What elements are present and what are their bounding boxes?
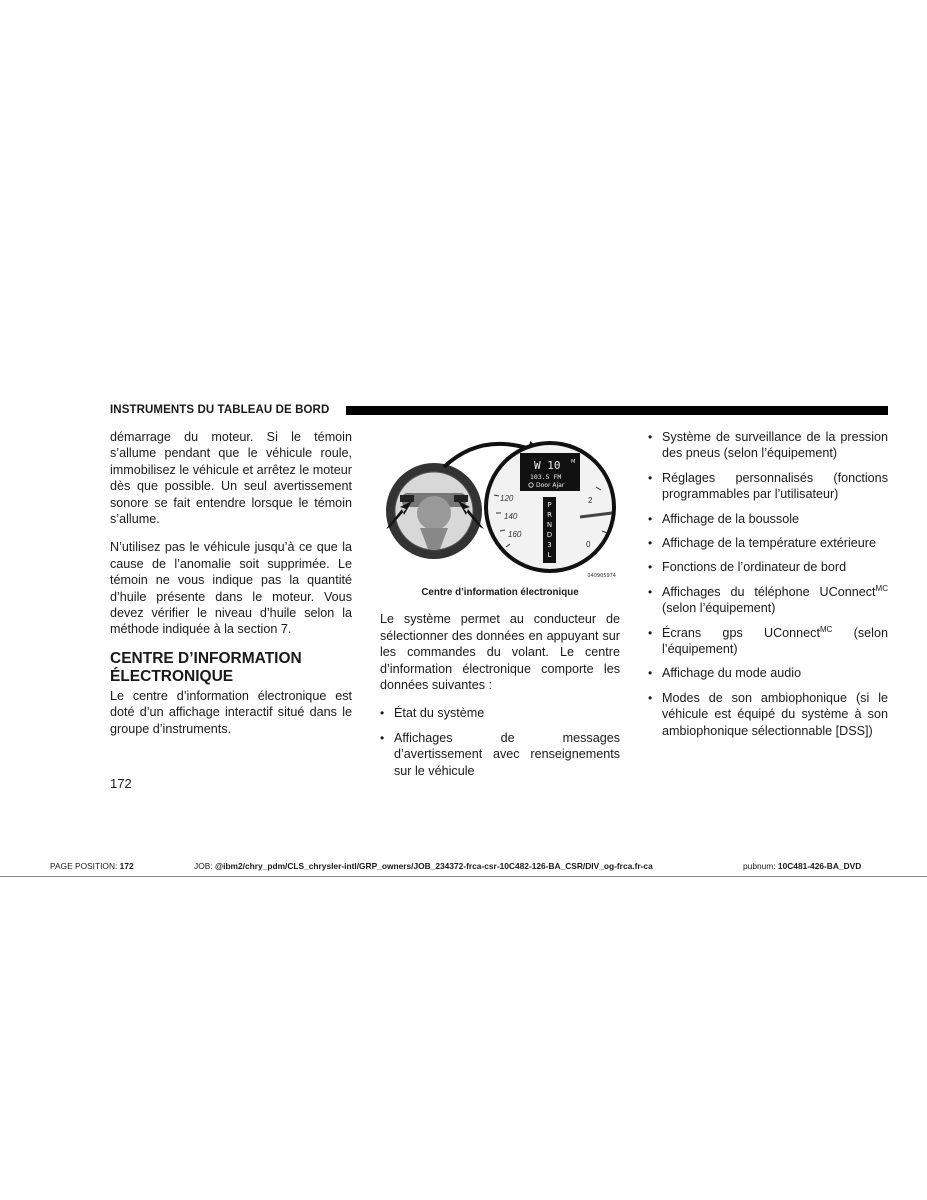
bullet-icon: •: [648, 690, 653, 705]
gear-l: L: [547, 551, 552, 559]
bullet-icon: •: [380, 706, 385, 721]
bullet-icon: •: [648, 625, 653, 640]
footer-pubnum: pubnum: 10C481-426-BA_DVD: [743, 861, 862, 871]
evic-features-list-part1: [380, 705, 620, 779]
list-item: • Système de surveillance de la pression des pneus (selon l’équipement): [648, 430, 888, 461]
section-title: INSTRUMENTS DU TABLEAU DE BORD: [110, 404, 330, 416]
footer-divider: [0, 876, 927, 877]
evic-features-list-part2: [648, 429, 888, 739]
bullet-icon: •: [648, 470, 653, 485]
list-item: • Affichage de la température extérieure: [648, 536, 876, 551]
gear-n: N: [546, 521, 553, 529]
list-item: • Affichage du mode audio: [648, 666, 802, 681]
bullet-icon: •: [648, 511, 653, 526]
footer-page-position: PAGE POSITION: 172: [50, 861, 134, 871]
paragraph-evic-intro: Le centre d’information électronique est doté d’un affichage interactif situé dans le groupe d’instruments.: [110, 688, 352, 736]
speed-tick-160: 160: [508, 530, 522, 539]
paragraph-oil-warning: démarrage du moteur. Si le témoin s’allume pendant que le véhicule roule, immobilisez le véhicule et arrêtez le moteur dès que possible. Un seul avertissement sonore se fait entendre lorsque le témoin s’allume.: [110, 430, 352, 527]
bullet-icon: •: [380, 730, 385, 745]
display-superscript: M: [571, 459, 576, 465]
paragraph-evic-selection: Le système permet au conducteur de sélectionner des données en appuyant sur les commandes du volant. Le centre d’information électronique comporte les données suivantes :: [380, 612, 620, 693]
speed-tick-140: 140: [504, 512, 518, 521]
display-message: Door Ajar: [536, 482, 565, 489]
paragraph-oil-level: N’utilisez pas le véhicule jusqu’à ce que la cause de l’anomalie soit supprimée. Le témoin ne vous indique pas la quantité d’huile présente dans le moteur. Vous devez vérifier le niveau d’huile selon la méthode indiquée à la section 7.: [110, 540, 352, 637]
column-1: [110, 429, 352, 737]
section-title-bar: [346, 406, 888, 415]
page-number: 172: [110, 776, 132, 791]
list-item-uconnect-phone: • Affichages du téléphone UConnect$^{MC}$ (selon l’équipement): [648, 583, 888, 616]
steering-wheel-and-cluster-drawing: [380, 431, 620, 581]
steering-wheel-hub: [417, 496, 451, 530]
list-item-uconnect-gps: • Écrans gps UConnect$^{MC}$ (selon l’équipement): [648, 624, 888, 657]
figure-code: 040905974: [587, 573, 616, 579]
column-2: [380, 429, 620, 787]
figure-caption: Centre d’information électronique: [421, 587, 579, 598]
gear-r: R: [547, 511, 552, 519]
list-item: • Affichage de la boussole: [648, 511, 799, 526]
column-3: [648, 429, 888, 747]
bullet-icon: •: [648, 536, 653, 551]
list-item: • État du système: [380, 706, 485, 721]
bullet-icon: •: [648, 666, 653, 681]
display-radio: 103.5 FM: [530, 473, 562, 481]
right-control-buttons: [454, 495, 468, 502]
speed-tick-120: 120: [500, 494, 514, 503]
bullet-icon: •: [648, 430, 653, 444]
bullet-icon: •: [648, 560, 653, 575]
list-item: • Réglages personnalisés (fonctions programmables par l’utilisateur): [648, 470, 888, 502]
evic-illustration: [380, 431, 620, 581]
gear-d: D: [546, 531, 553, 539]
list-item: • Fonctions de l’ordinateur de bord: [648, 560, 847, 575]
left-control-buttons: [400, 495, 414, 502]
gear-3: 3: [547, 541, 552, 549]
tach-tick-0: 0: [586, 540, 591, 549]
display-compass-temp: W 10: [534, 459, 561, 472]
list-item: • Modes de son ambiophonique (si le véhicule est équipé du système à son ambiophonique sélectionnable [DSS]): [648, 690, 888, 738]
gear-p: P: [547, 501, 552, 509]
heading-evic: CENTRE D’INFORMATION ÉLECTRONIQUE: [110, 649, 302, 685]
footer-job: JOB: @ibm2/chry_pdm/CLS_chrysler-intl/GRP_owners/JOB_234372-frca-csr-10C482-126-BA_CSR/DIV_og-frca.fr-ca: [194, 861, 653, 871]
list-item: • Affichages de messages d’avertissement avec renseignements sur le véhicule: [380, 730, 620, 778]
tach-tick-2: 2: [588, 496, 593, 505]
bullet-icon: •: [648, 584, 653, 599]
